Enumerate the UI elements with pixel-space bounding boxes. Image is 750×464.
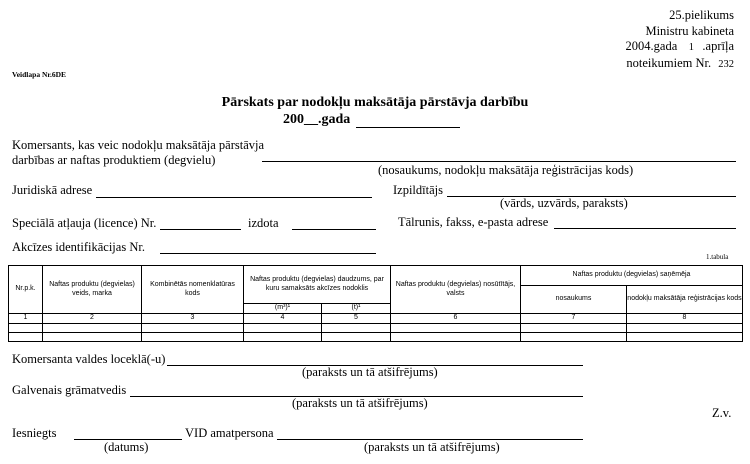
report-table [8,265,743,342]
merchant-field[interactable] [262,161,736,162]
issued-field[interactable] [292,229,376,230]
date-caption: (datums) [104,440,149,454]
col-number: 2 [43,314,142,324]
merchant-caption: (nosaukums, nodokļu maksātāja reģistrācijas kods) [378,163,634,177]
cabinet-label: Ministru kabineta [645,23,734,38]
year-label: 200__.gada [283,112,351,127]
table-row[interactable] [9,332,743,341]
col-number: 6 [391,314,521,324]
col-number: 1 [9,314,43,324]
submitted-label: Iesniegts [12,426,57,440]
col-number: 4 [244,314,322,324]
accountant-signature-caption: (paraksts un tā atšifrējums) [292,396,428,410]
year-field[interactable] [356,127,460,128]
col-receiver-code-header: nodokļu maksātāja reģistrācijas kods [627,286,743,314]
phone-field[interactable] [554,228,736,229]
col-number: 3 [142,314,244,324]
form-code: Veidlapa Nr.6DE [12,70,67,79]
phone-label: Tālrunis, fakss, e-pasta adrese [398,215,549,229]
col-quantity-header: Naftas produktu (degvielas) daudzums, par kuru samaksāts akcīzes nodoklis [244,266,391,304]
page-title: Pārskats par nodokļu maksātāja pārstāvja darbību [221,95,529,110]
table-caption: 1.tabula [706,253,729,261]
annex-number: 25.pielikums [669,8,734,22]
board-member-label: Komersanta valdes loceklā(-u) [12,352,166,366]
issued-label: izdota [248,216,279,230]
regulation-number: noteikumiem Nr. 232 [626,55,734,70]
col-receiver-name-header: nosaukums [521,286,627,314]
licence-label: Speciālā atļauja (licence) Nr. [12,216,157,230]
vid-official-label: VID amatpersona [185,426,274,440]
legal-address-label: Juridiskā adrese [12,183,93,197]
unit-t: (t)¹ [322,304,391,314]
merchant-label: Komersants, kas veic nodokļu maksātāja pārstāvja darbības ar naftas produktiem (degvielu) [12,138,265,167]
col-nr-header: Nr.p.k. [9,266,43,314]
seal-mark: Z.v. [712,406,732,420]
col-product-header: Naftas produktu (degvielas) veids, marka [43,266,142,314]
executor-caption: (vārds, uzvārds, paraksts) [500,196,628,210]
col-number: 7 [521,314,627,324]
col-number: 8 [627,314,743,324]
legal-address-field[interactable] [96,197,372,198]
unit-m3: (m³)¹ [244,304,322,314]
col-receiver-header: Naftas produktu (degvielas) saņēmēja [521,266,743,286]
vid-signature-caption: (paraksts un tā atšifrējums) [364,440,500,454]
table-row[interactable] [9,323,743,332]
col-code-header: Kombinētās nomenklatūras kods [142,266,244,314]
col-sender-header: Naftas produktu (degvielas) nosūtītājs, valsts [391,266,521,314]
excise-id-label: Akcīzes identifikācijas Nr. [12,240,145,254]
regulation-date: 2004.gada 1 .aprīļa [625,39,734,53]
excise-id-field[interactable] [160,253,376,254]
executor-label: Izpildītājs [393,183,443,197]
licence-field[interactable] [160,229,241,230]
col-number: 5 [322,314,391,324]
board-signature-caption: (paraksts un tā atšifrējums) [302,365,438,379]
accountant-label: Galvenais grāmatvedis [12,383,127,397]
